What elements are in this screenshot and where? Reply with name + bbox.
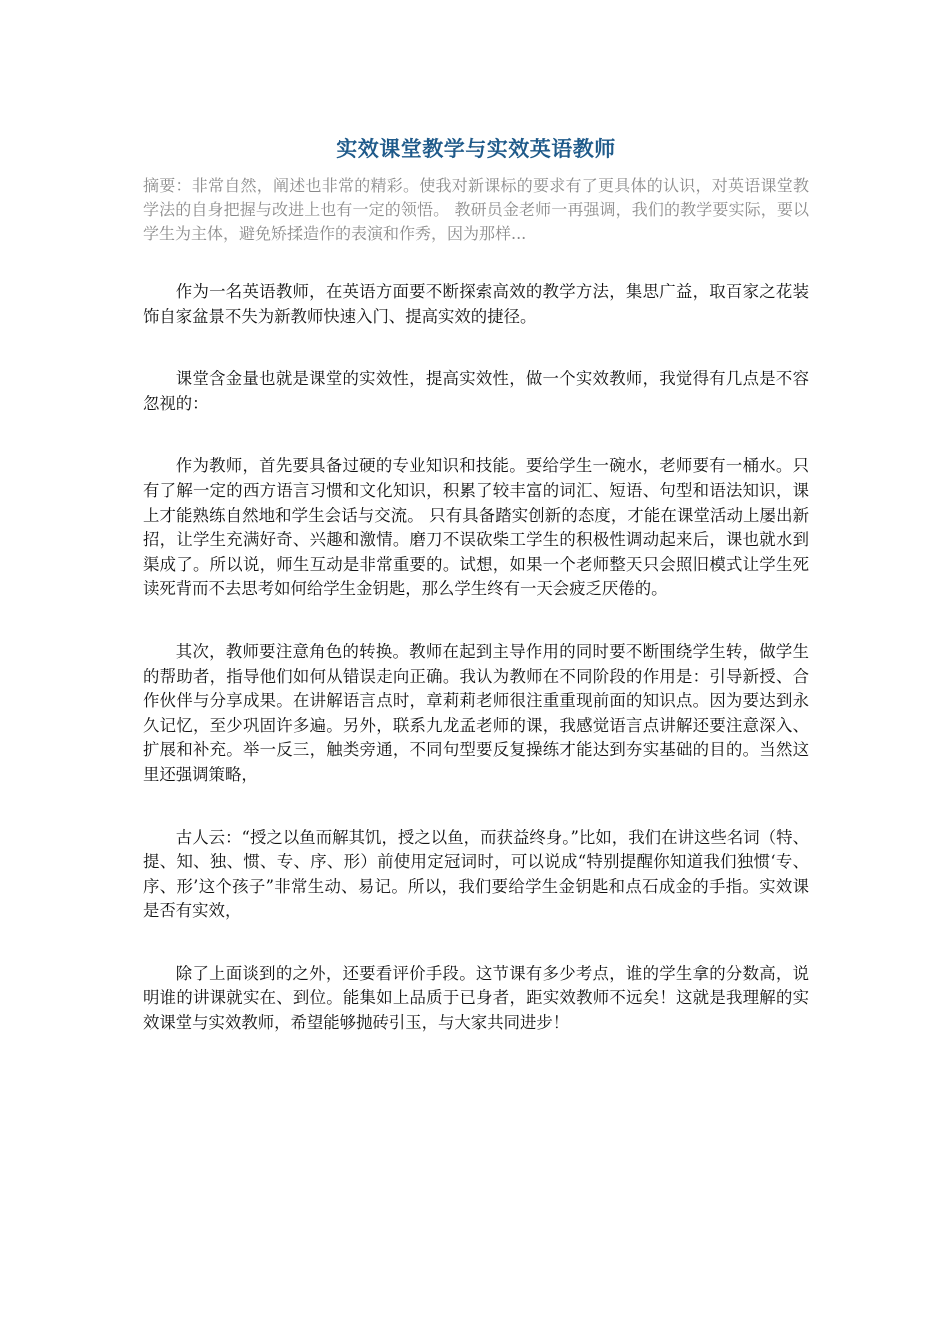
document-body xyxy=(143,134,809,1074)
document-title: 实效课堂教学与实效英语教师 xyxy=(336,137,616,161)
paragraph-role-change: 其次，教师要注意角色的转换。教师在起到主导作用的同时要不断围绕学生转，做学生的帮助者，指导他们如何从错误走向正确。我认为教师在不同阶段的作用是：引导新授、合作伙伴与分享成果。在讲解语言点时，章莉莉老师很注重重现前面的知识点。因为要达到永久记忆，至少巩固许多遍。另外，联系九龙孟老师的课，我感觉语言点讲解还要注意深入、扩展和补充。举一反三，触类旁通，不同句型要反复操练才能达到夯实基础的目的。当然这里还强调策略， xyxy=(143,641,809,784)
paragraph-professional-knowledge: 作为教师，首先要具备过硬的专业知识和技能。要给学生一碗水，老师要有一桶水。只有了解一定的西方语言习惯和文化知识，积累了较丰富的词汇、短语、句型和语法知识，课上才能熟练自然地和学生会话与交流。 只有具备踏实创新的态度，才能在课堂活动上屡出新招，让学生充满好奇、兴趣和激情。磨刀不误砍柴工学生的积极性调动起来后，课也就水到渠成了。所以说，师生互动是非常重要的。试想，如果一个老师整天只会照旧模式让学生死读死背而不去思考如何给学生金钥匙，那么学生终有一天会疲乏厌倦的。 xyxy=(143,456,809,599)
paragraph-intro: 作为一名英语教师，在英语方面要不断探索高效的教学方法，集思广益，取百家之花装饰自家盆景不失为新教师快速入门、提高实效的捷径。 xyxy=(143,282,809,326)
paragraph-ancient-saying: 古人云：“授之以鱼而解其饥，授之以鱼，而获益终身。”比如，我们在讲这些名词（特、提、知、独、惯、专、序、形）前使用定冠词时，可以说成“特别提醒你知道我们独惯‘专、序、形’这个孩子”非常生动、易记。所以，我们要给学生金钥匙和点石成金的手指。实效课是否有实效， xyxy=(143,827,809,921)
paragraph-conclusion: 除了上面谈到的之外，还要看评价手段。这节课有多少考点，谁的学生拿的分数高，说明谁的讲课就实在、到位。能集如上品质于已身者，距实效教师不远矣！这就是我理解的实效课堂与实效教师，希望能够抛砖引玉，与大家共同进步！ xyxy=(143,963,809,1033)
paragraph-classroom-value: 课堂含金量也就是课堂的实效性，提高实效性，做一个实效教师，我觉得有几点是不容忽视的： xyxy=(143,369,809,413)
abstract-text: 摘要：非常自然，阐述也非常的精彩。使我对新课标的要求有了更具体的认识，对英语课堂教学法的自身把握与改进上也有一定的领悟。 教研员金老师一再强调，我们的教学要实际，要以学生为主体，避免矫揉造作的表演和作秀，因为那样... xyxy=(143,176,809,243)
